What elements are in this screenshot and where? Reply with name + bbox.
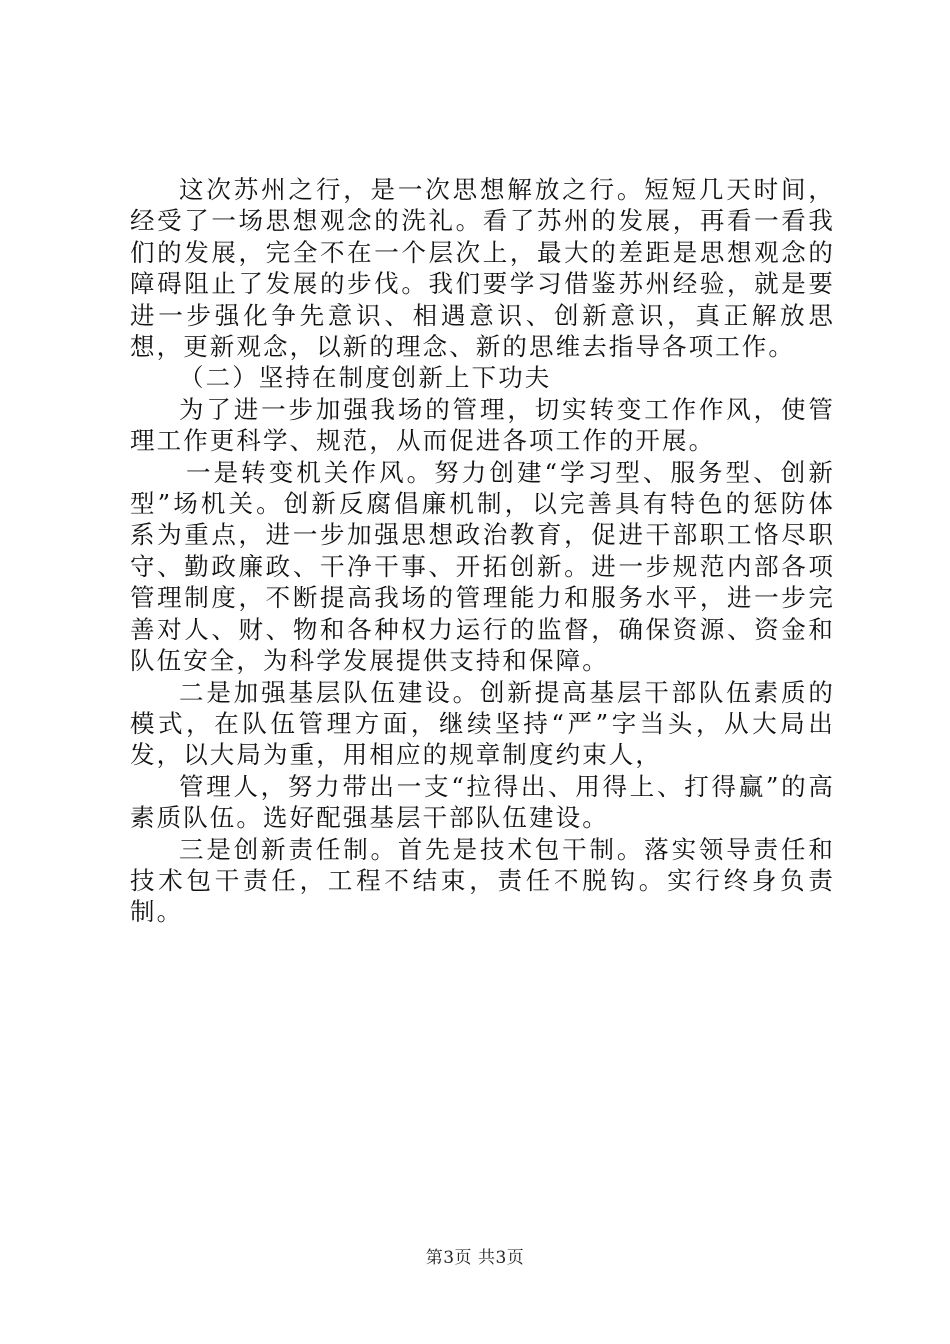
page-footer: 第3页 共3页	[425, 1248, 525, 1268]
section-heading-institutional-innovation: （二）坚持在制度创新上下功夫	[179, 363, 552, 393]
document-body	[130, 174, 835, 928]
paragraph-suzhou-trip: 这次苏州之行，是一次思想解放之行。短短几天时间，经受了一场思想观念的洗礼。看了苏州的发展，再看一看我们的发展，完全不在一个层次上，最大的差距是思想观念的障碍阻止了发展的步伐。我们要学习借鉴苏州经验，就是要进一步强化争先意识、相遇意识、创新意识，真正解放思想，更新观念，以新的理念、新的思维去指导各项工作。	[130, 175, 835, 362]
paragraph-point-two: 二是加强基层队伍建设。创新提高基层干部队伍素质的模式，在队伍管理方面，继续坚持“严”字当头，从大局出发，以大局为重，用相应的规章制度约束人，	[130, 677, 835, 770]
paragraph-point-two-continued: 管理人，努力带出一支“拉得出、用得上、打得赢”的高素质队伍。选好配强基层干部队伍建设。	[130, 771, 835, 833]
paragraph-point-three: 三是创新责任制。首先是技术包干制。落实领导责任和技术包干责任，工程不结束，责任不脱钩。实行终身负责制。	[130, 834, 835, 927]
paragraph-management-intro: 为了进一步加强我场的管理，切实转变工作作风，使管理工作更科学、规范，从而促进各项工作的开展。	[130, 394, 835, 456]
paragraph-point-one: 一是转变机关作风。努力创建“学习型、服务型、创新型”场机关。创新反腐倡廉机制，以完善具有特色的惩防体系为重点，进一步加强思想政治教育，促进干部职工恪尽职守、勤政廉政、干净干事、开拓创新。进一步规范内部各项管理制度，不断提高我场的管理能力和服务水平，进一步完善对人、财、物和各种权力运行的监督，确保资源、资金和队伍安全，为科学发展提供支持和保障。	[130, 457, 835, 676]
